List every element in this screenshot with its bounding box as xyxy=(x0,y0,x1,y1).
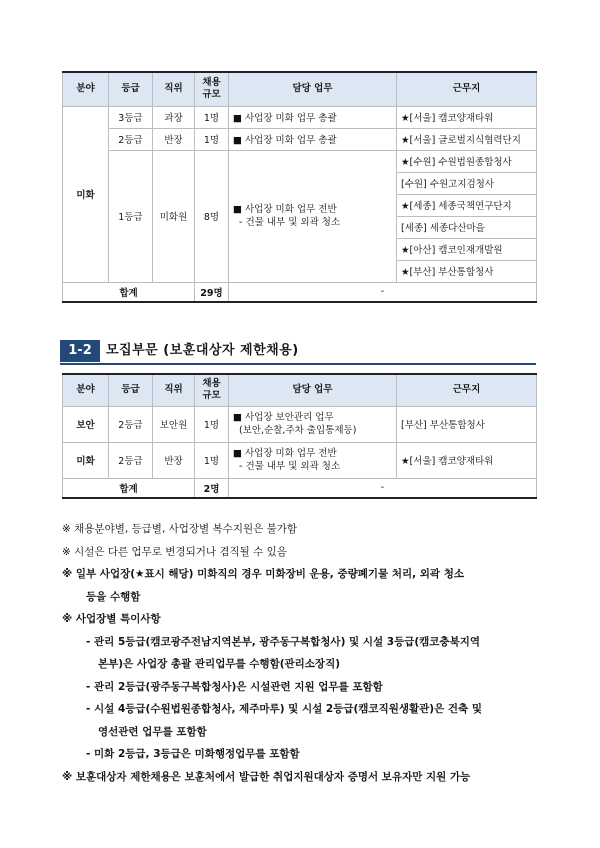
grade-cell: 3등급 xyxy=(109,106,153,128)
location-cell: [부산] 부산통합청사 xyxy=(397,406,537,442)
location-cell: ★[서울] 캠코양재타워 xyxy=(397,442,537,478)
count-cell: 1명 xyxy=(195,106,229,128)
note-line: ※ 보훈대상자 제한채용은 보훈처에서 발급한 취업지원대상자 증명서 보유자만 지원 가능 xyxy=(62,770,471,783)
grade-cell: 1등급 xyxy=(109,150,153,282)
recruitment-table-2 xyxy=(62,373,537,499)
duty-cell: ■ 사업장 미화 업무 총괄 xyxy=(229,128,397,150)
table-row xyxy=(63,106,537,128)
header-location: 근무지 xyxy=(397,72,537,106)
field-cell: 보안 xyxy=(63,406,109,442)
total-dash: - xyxy=(229,282,537,302)
grade-cell: 2등급 xyxy=(109,442,153,478)
note-line: - 미화 2등급, 3등급은 미화행정업무를 포함함 xyxy=(86,748,300,760)
count-cell: 1명 xyxy=(195,406,229,442)
position-cell: 반장 xyxy=(153,442,195,478)
total-row xyxy=(63,282,537,302)
header-position: 직위 xyxy=(153,72,195,106)
note-line: ※ 사업장별 특이사항 xyxy=(62,613,161,625)
duty-cell xyxy=(229,442,397,478)
note-line: ※ 채용분야별, 등급별, 사업장별 복수지원은 불가함 xyxy=(62,523,298,535)
duty-main: ■ 사업장 보안관리 업무 xyxy=(233,412,334,423)
notes-section xyxy=(62,518,542,788)
duty-sub: - 건물 내부 및 외곽 청소 xyxy=(239,461,341,472)
location-cell: [수원] 수원고지검청사 xyxy=(397,172,537,194)
section-heading xyxy=(60,340,536,362)
table-row xyxy=(63,128,537,150)
total-label: 합계 xyxy=(63,478,195,498)
grade-cell: 2등급 xyxy=(109,128,153,150)
duty-cell xyxy=(229,150,397,282)
note-line: ※ 일부 사업장(★표시 해당) 미화직의 경우 미화장비 운용, 중량폐기물 처리, 외곽 청소 xyxy=(62,568,464,580)
section-rule xyxy=(60,363,536,365)
header-grade: 등급 xyxy=(109,72,153,106)
location-cell: ★[서울] 캠코양재타워 xyxy=(397,106,537,128)
note-line: 본부)은 사업장 총괄 관리업무를 수행함(관리소장직) xyxy=(98,658,341,670)
duty-sub: (보안,순찰,주차 출입통제등) xyxy=(239,425,357,436)
position-cell: 과장 xyxy=(153,106,195,128)
note-line: 영선관련 업무를 포함함 xyxy=(98,725,207,738)
header-grade: 등급 xyxy=(109,374,153,406)
count-cell: 8명 xyxy=(195,150,229,282)
total-row xyxy=(63,478,537,498)
header-duty: 담당 업무 xyxy=(229,72,397,106)
note-line: - 관리 2등급(광주동구복합청사)은 시설관련 지원 업무를 포함함 xyxy=(86,680,383,693)
count-cell: 1명 xyxy=(195,128,229,150)
header-count: 채용 규모 xyxy=(195,72,229,106)
header-duty: 담당 업무 xyxy=(229,374,397,406)
position-cell: 반장 xyxy=(153,128,195,150)
header-field: 분야 xyxy=(63,72,109,106)
total-count: 2명 xyxy=(195,478,229,498)
duty-cell xyxy=(229,406,397,442)
field-cell: 미화 xyxy=(63,106,109,282)
section-number: 1-2 xyxy=(60,340,100,362)
note-line: ※ 시설은 다른 업무로 변경되거나 겸직될 수 있음 xyxy=(62,545,287,558)
total-label: 합계 xyxy=(63,282,195,302)
header-field: 분야 xyxy=(63,374,109,406)
note-line: 등을 수행함 xyxy=(86,590,141,603)
header-position: 직위 xyxy=(153,374,195,406)
table-row xyxy=(63,442,537,478)
grade-cell: 2등급 xyxy=(109,406,153,442)
location-cell: ★[부산] 부산통합청사 xyxy=(397,260,537,282)
location-cell: [세종] 세종다산마을 xyxy=(397,216,537,238)
field-cell: 미화 xyxy=(63,442,109,478)
total-dash: - xyxy=(229,478,537,498)
duty-main: ■ 사업장 미화 업무 전반 xyxy=(233,204,337,215)
count-cell: 1명 xyxy=(195,442,229,478)
table-row xyxy=(63,150,537,172)
recruitment-table-1 xyxy=(62,71,537,303)
total-count: 29명 xyxy=(195,282,229,302)
location-cell: ★[서울] 글로벌지식협력단지 xyxy=(397,128,537,150)
location-cell: ★[세종] 세종국책연구단지 xyxy=(397,194,537,216)
table-row xyxy=(63,406,537,442)
duty-main: ■ 사업장 미화 업무 전반 xyxy=(233,448,337,459)
position-cell: 보안원 xyxy=(153,406,195,442)
header-location: 근무지 xyxy=(397,374,537,406)
note-line: - 시설 4등급(수원법원종합청사, 제주마루) 및 시설 2등급(캠코직원생활관)은 건축 및 xyxy=(86,703,482,715)
header-count: 채용 규모 xyxy=(195,374,229,406)
location-cell: ★[수원] 수원법원종합청사 xyxy=(397,150,537,172)
note-line: - 관리 5등급(캠코광주전남지역본부, 광주동구복합청사) 및 시설 3등급(캠코충북지역 xyxy=(86,635,481,648)
position-cell: 미화원 xyxy=(153,150,195,282)
location-cell: ★[아산] 캠코인재개발원 xyxy=(397,238,537,260)
duty-cell: ■ 사업장 미화 업무 총괄 xyxy=(229,106,397,128)
section-title: 모집부문 (보훈대상자 제한채용) xyxy=(106,343,299,358)
duty-sub: - 건물 내부 및 외곽 청소 xyxy=(239,217,341,228)
